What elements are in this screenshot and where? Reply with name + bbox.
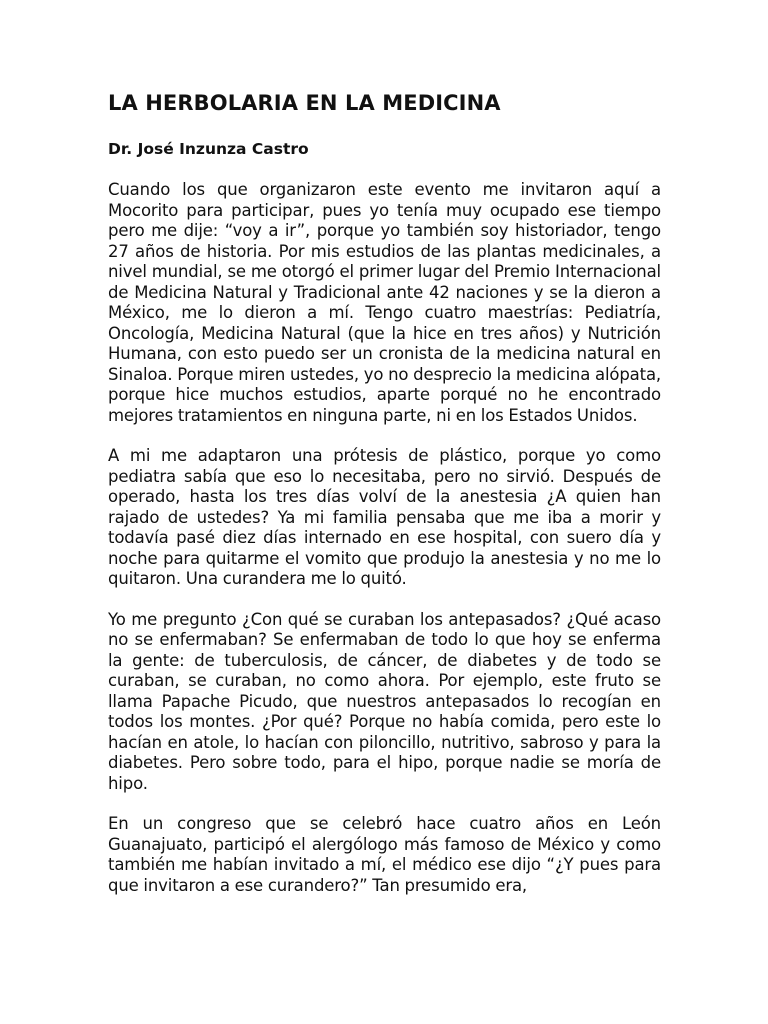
document-title: LA HERBOLARIA EN LA MEDICINA bbox=[108, 91, 501, 115]
paragraph-4: En un congreso que se celebró hace cuatro años en León Guanajuato, participó el alergólogo más famoso de México y como también me habían invitado a mí, el médico ese dijo “¿Y pues para que invitaron a ese curandero?” Tan presumido era, bbox=[108, 814, 661, 895]
document-author: Dr. José Inzunza Castro bbox=[108, 140, 309, 158]
document-page bbox=[108, 88, 661, 916]
paragraph-3: Yo me pregunto ¿Con qué se curaban los antepasados? ¿Qué acaso no se enfermaban? Se enfermaban de todo lo que hoy se enferma la gente: de tuberculosis, de cáncer, de diabetes y de todo se curaban, se curaban, no como ahora. Por ejemplo, este fruto se llama Papache Picudo, que nuestros antepasados lo recogían en todos los montes. ¿Por qué? Porque no había comida, pero este lo hacían en atole, lo hacían con piloncillo, nutritivo, sabroso y para la diabetes. Pero sobre todo, para el hipo, porque nadie se moría de hipo. bbox=[108, 609, 661, 793]
paragraph-1: Cuando los que organizaron este evento me invitaron aquí a Mocorito para participar, pues yo tenía muy ocupado ese tiempo pero me dije: “voy a ir”, porque yo también soy historiador, tengo 27 años de historia. Por mis estudios de las plantas medicinales, a nivel mundial, se me otorgó el primer lugar del Premio Internacional de Medicina Natural y Tradicional ante 42 naciones y se la dieron a México, me lo dieron a mí. Tengo cuatro maestrías: Pediatría, Oncología, Medicina Natural (que la hice en tres años) y Nutrición Humana, con esto puedo ser un cronista de la medicina natural en Sinaloa. Porque miren ustedes, yo no desprecio la medicina alópata, porque hice muchos estudios, aparte porqué no he encontrado mejores tratamientos en ninguna parte, ni en los Estados Unidos. bbox=[108, 180, 661, 425]
paragraph-2: A mi me adaptaron una prótesis de plástico, porque yo como pediatra sabía que eso lo necesitaba, pero no sirvió. Después de operado, hasta los tres días volví de la anestesia ¿A quien han rajado de ustedes? Ya mi familia pensaba que me iba a morir y todavía pasé diez días internado en ese hospital, con suero día y noche para quitarme el vomito que produjo la anestesia y no me lo quitaron. Una curandera me lo quitó. bbox=[108, 446, 661, 588]
